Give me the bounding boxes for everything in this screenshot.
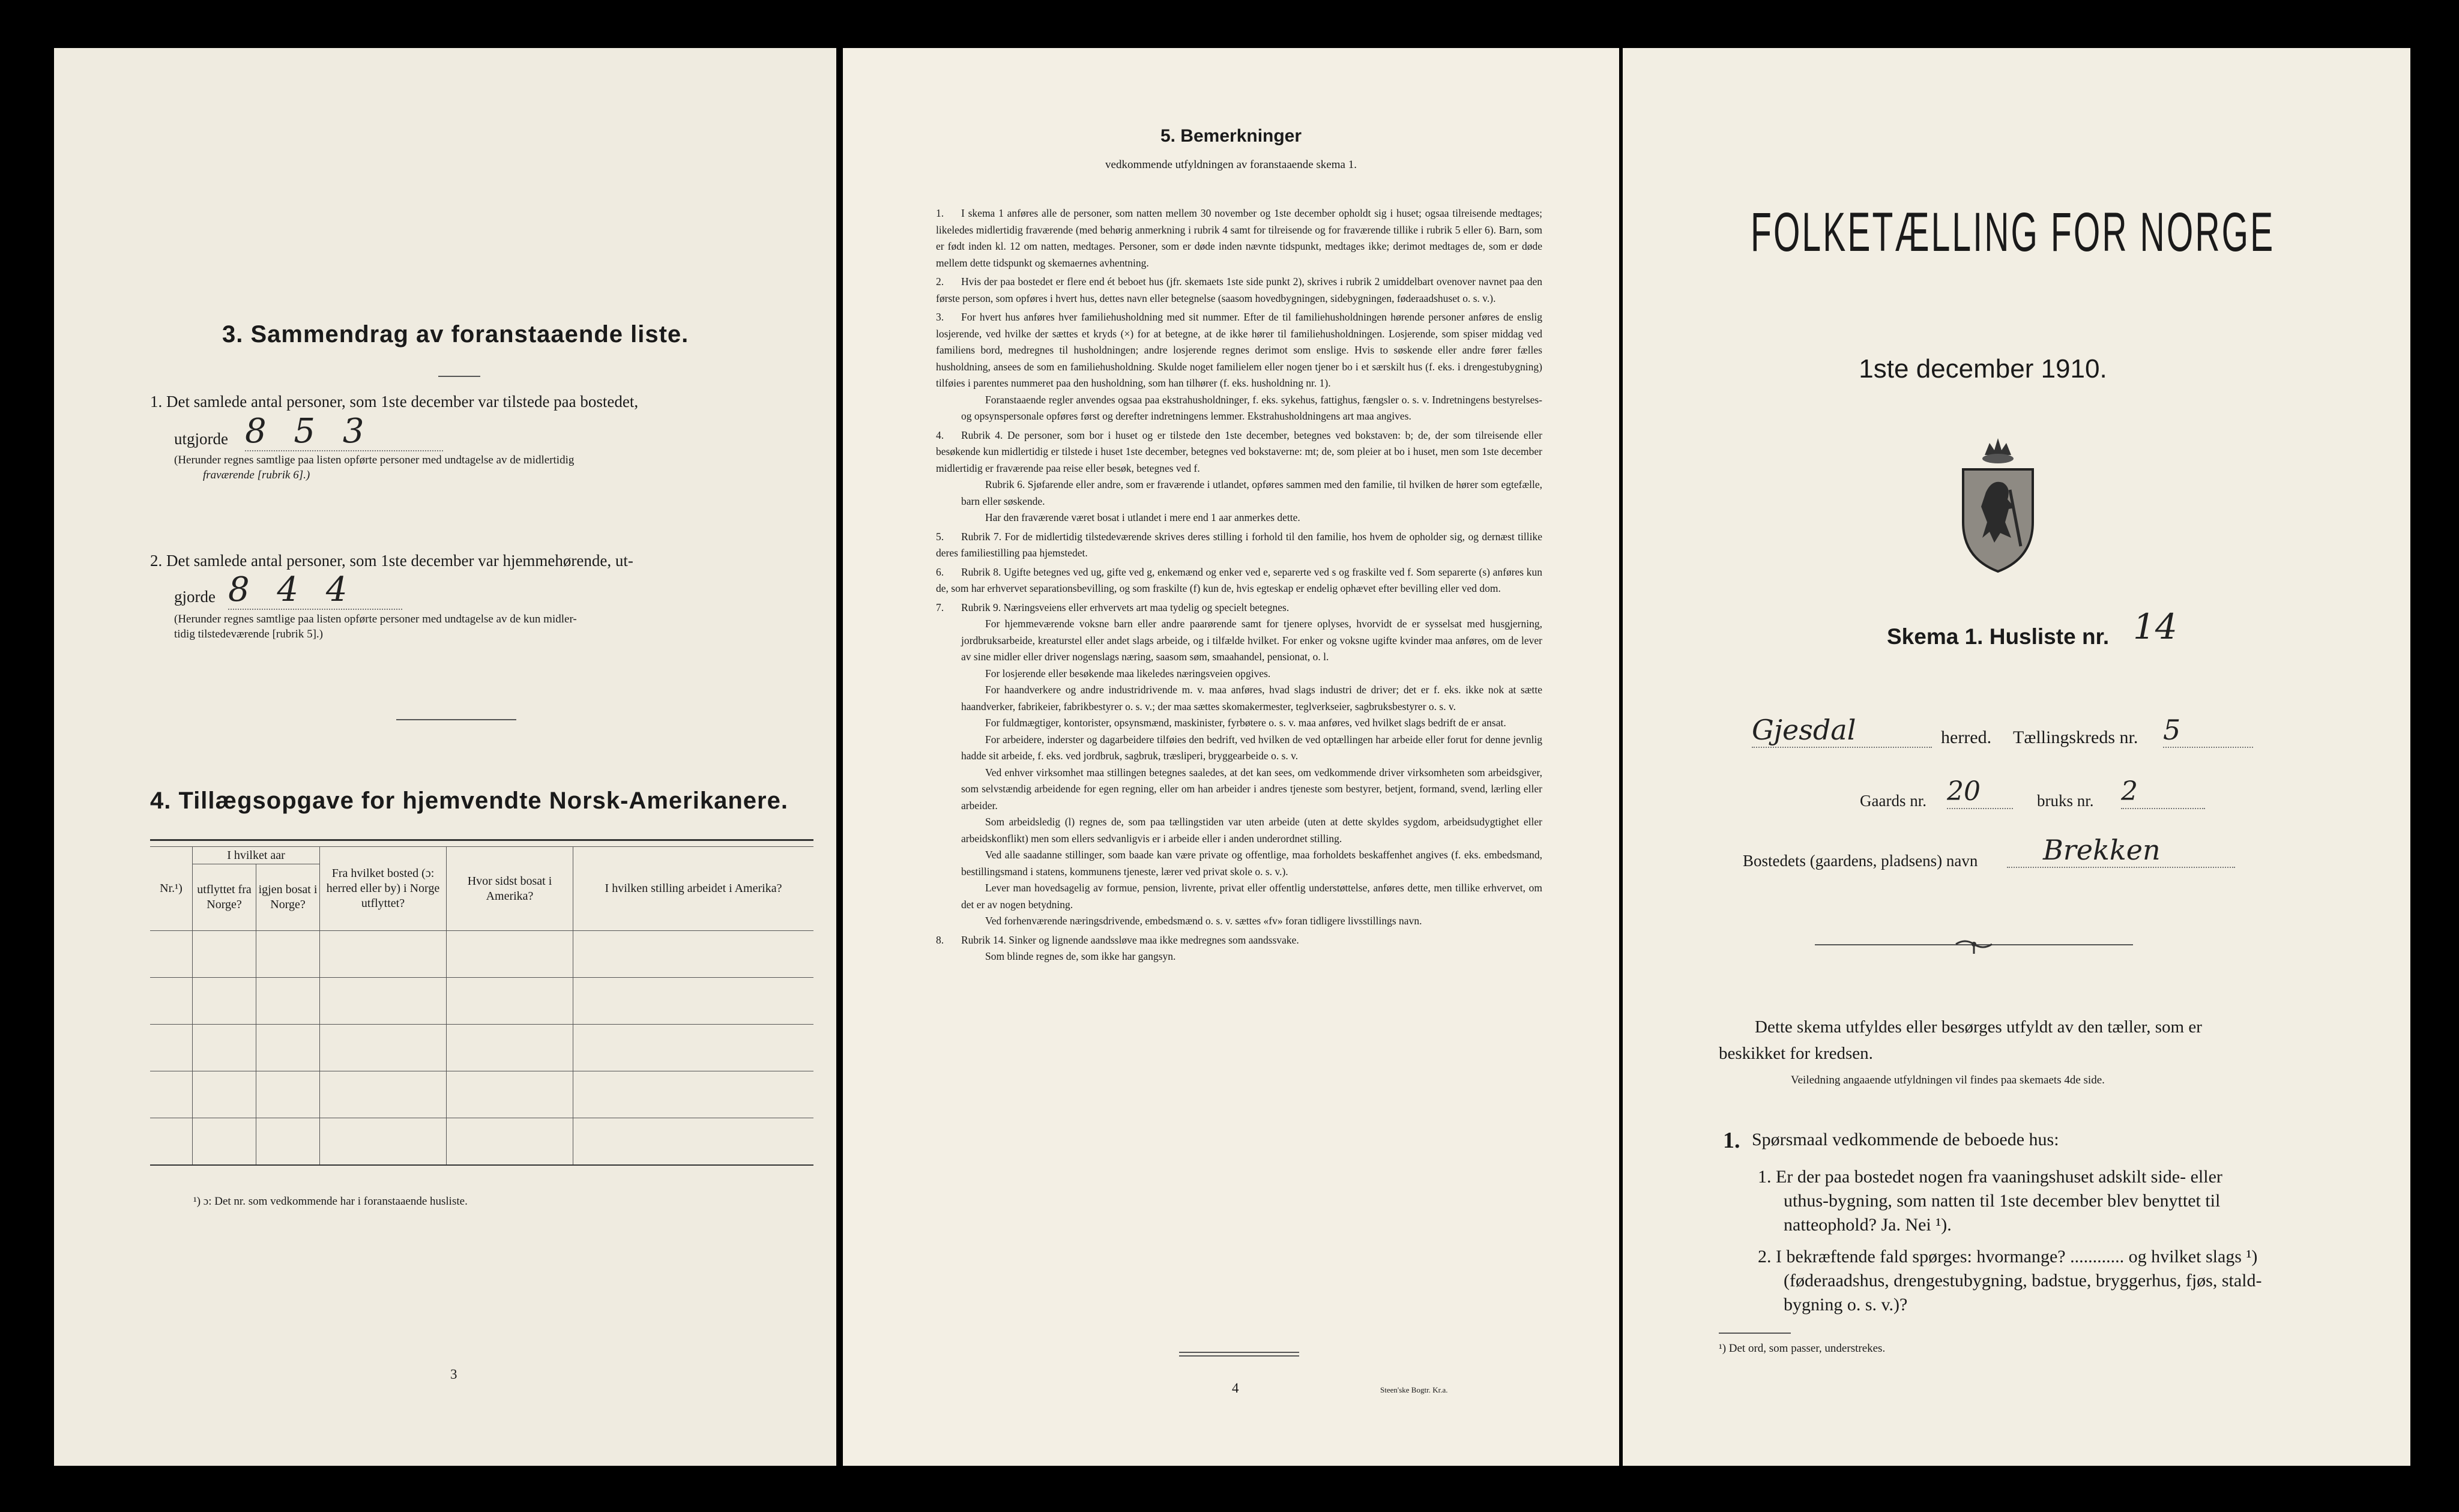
- gaards-value: 20: [1947, 776, 2013, 809]
- intro-text-a: Dette skema utfyldes eller besørges utfyldt av den tæller, som er: [1755, 1017, 2202, 1037]
- page-4: [843, 48, 1619, 1466]
- item1-note-b: fraværende [rubrik 6].): [203, 469, 310, 481]
- remark-7c: For losjerende eller besøkende maa likeledes næringsveien opgives.: [985, 667, 1271, 679]
- item2-label: gjorde: [174, 588, 216, 606]
- remark-5: 5. Rubrik 7. For de midlertidig tilstedeværende skrives deres stilling i forhold til den familie, hos hvem de opholder sig, og dernæst tillike deres familiestilling paa hjemstedet.: [936, 530, 1542, 559]
- item2-note-b: tidig tilstedeværende [rubrik 5].): [174, 628, 323, 640]
- divider: [438, 376, 480, 377]
- remark-1: 1. I skema 1 anføres alle de personer, som natten mellem 30 november og 1ste december opholdt sig i huset; ogsaa tilreisende medtages; likeledes midlertidig fraværende (med behørig anmerkning i rubrik 4 samt for tilreisende og for fraværende tillike i rubrik 5 eller 6). Barn, som er født inden kl. 12 om natten, medtages. Personer, som er døde inden nævnte tidspunkt, medtages ikke; derimot medtages de, som er døde mellem dette tidspunkt og skemaernes avhentning.: [936, 207, 1542, 269]
- table-row: [150, 978, 813, 1025]
- norsk-amerikanere-table: [150, 846, 813, 1166]
- remark-7g: Ved enhver virksomhet maa stillingen betegnes saaledes, at det kan sees, om vedkommende driver virksomheten som arbeidsgiver, som selvstændig arbeidende for egen regning, eller om han arbeider i andres tjeneste som bestyrer, betjent, formand, svend, lærling eller arbeider.: [961, 766, 1542, 812]
- bruks-label: bruks nr.: [2037, 792, 2094, 810]
- printer-mark: Steen'ske Bogtr. Kr.a.: [1380, 1385, 1448, 1394]
- remark-7h: Som arbeidsledig (l) regnes de, som paa tællingstiden var uten arbeide (uten at dette skyldes sygdom, arbeidsudygtighet eller arbeidskonflikt) men som ellers sedvanligvis er i arbeide eller i anden underordnet stilling.: [961, 816, 1542, 845]
- col-igjen-bosat: igjen bosat i Norge?: [256, 864, 320, 931]
- remark-4: 4. Rubrik 4. De personer, som bor i huset og er tilstede den 1ste december, betegnes ved bokstaven: b; de, der som tilreisende eller besøkende kun midlertidig er tilstede i huset 1ste december, betegnes ved bokstaverne: mt; de, som pleier at bo i huset, men som 1ste december midlertidig er fraværende paa reise eller besøk, betegnes ved f.: [936, 429, 1542, 474]
- intro-note: Veiledning angaaende utfyldningen vil findes paa skemaets 4de side.: [1791, 1074, 2105, 1086]
- coat-of-arms-icon: [1956, 432, 2040, 576]
- kreds-label: Tællingskreds nr.: [2013, 727, 2138, 747]
- remark-8: 8. Rubrik 14. Sinker og lignende aandssløve maa ikke medregnes som aandssvake.: [936, 933, 1299, 946]
- question-2-b: (føderaadshus, drengestubygning, badstue, bryggerhus, fjøs, stald-: [1784, 1271, 2262, 1291]
- item1-text: 1. Det samlede antal personer, som 1ste december var tilstede paa bostedet,: [150, 393, 639, 411]
- remark-2: 2. Hvis der paa bostedet er flere end ét beboet hus (jfr. skemaets 1ste side punkt 2), skrives i rubrik 2 umiddelbart ovenover navnet paa den første person, som opføres i hvert hus, dettes navn eller betegnelse (saasom hovedbygningen, sidebygningen, føderaadshuset o. s. v.).: [936, 276, 1542, 304]
- husliste-nr: 14: [2133, 606, 2177, 647]
- bruks-value: 2: [2121, 776, 2205, 809]
- divider: [1179, 1355, 1299, 1357]
- question-section-number: 1.: [1723, 1128, 1740, 1153]
- gaards-label: Gaards nr.: [1860, 792, 1926, 810]
- col-utflyttet: utflyttet fra Norge?: [193, 864, 256, 931]
- question-1-b: uthus-bygning, som natten til 1ste december blev benyttet til: [1784, 1191, 2221, 1211]
- remark-7: 7. Rubrik 9. Næringsveiens eller erhvervets art maa tydelig og specielt betegnes.: [936, 601, 1290, 613]
- form-title: FOLKETÆLLING FOR NORGE: [1751, 202, 2275, 263]
- table-row: [150, 1071, 813, 1118]
- remarks-subtitle: vedkommende utfyldningen av foranstaaende skema 1.: [1105, 158, 1357, 171]
- remark-4b: Rubrik 6. Sjøfarende eller andre, som er fraværende i utlandet, opføres sammen med den familie, til hvilken de hører som egtefælle, barn eller søskende.: [961, 478, 1542, 507]
- remark-7f: For arbeidere, inderster og dagarbeidere tilføies den bedrift, ved hvilken de ved optællingen har arbeide eller forut for denne jevnlig hadde sit arbeide, f. eks. ved jordbruk, sagbruk, træsliperi, bryggearbeide o. s. v.: [961, 733, 1542, 762]
- remark-7e: For fuldmægtiger, kontorister, opsynsmænd, maskinister, fyrbøtere o. s. v. maa anføres, ved hvilket slags bedrift de er ansat.: [985, 717, 1506, 729]
- page-3: [54, 48, 836, 1466]
- col-stilling: I hvilken stilling arbeidet i Amerika?: [573, 847, 814, 931]
- herred-value: Gjesdal: [1752, 713, 1932, 748]
- remark-3: 3. For hvert hus anføres hver familiehusholdning med sit nummer. Efter de til familiehusholdningen hørende personer anføres de enslig losjerende, ved hvilke der sættes et kryds (×) for at betegne, at de ikke hører til familiehusholdningen. Losjerende, som spiser middag ved familiens bord, medregnes til husholdningen; andre losjerende regnes derimot som enslige. Hvis to søskende eller andre fører fælles husholdning, ansees de som en familiehusholdning. Skulde noget familielem eller nogen tjener bo i et særskilt hus (f. eks. i drengestubygning) tilføies i parentes nummeret paa den husholdning, som han tilhører (f. eks. husholdning nr. 1).: [936, 311, 1542, 389]
- question-2-c: bygning o. s. v.)?: [1784, 1295, 1908, 1315]
- question-1-c: natteophold? Ja. Nei ¹).: [1784, 1215, 1952, 1235]
- page-number: 4: [1232, 1381, 1239, 1396]
- page-1: [1623, 48, 2410, 1466]
- kreds-value: 5: [2163, 713, 2253, 748]
- col-i-hvilket-aar: I hvilket aar: [193, 847, 320, 864]
- question-2-a: 2. I bekræftende fald spørges: hvormange? ............ og hvilket slags ¹): [1758, 1247, 2258, 1267]
- bosted-value: Brekken: [2007, 833, 2235, 868]
- col-hvor-sidst-bosat: Hvor sidst bosat i Amerika?: [447, 847, 573, 931]
- section3-title: 3. Sammendrag av foranstaaende liste.: [222, 321, 689, 348]
- col-fra-hvilket-bosted: Fra hvilket bosted (ɔ: herred eller by) i Norge utflyttet?: [320, 847, 447, 931]
- herred-label: herred.: [1941, 727, 1992, 747]
- skema-label: Skema 1. Husliste nr.: [1887, 624, 2110, 649]
- remark-8b: Som blinde regnes de, som ikke har gangsyn.: [985, 950, 1176, 962]
- remark-7k: Ved forhenværende næringsdrivende, embedsmænd o. s. v. sættes «fv» foran tidligere livsstillings navn.: [985, 915, 1422, 927]
- item2-value: 8 4 4: [228, 571, 402, 610]
- table-footnote: ¹) ɔ: Det nr. som vedkommende har i foranstaaende husliste.: [193, 1195, 468, 1208]
- table-row: [150, 1025, 813, 1071]
- table-top-rule: [150, 839, 813, 841]
- divider: [1719, 1333, 1791, 1334]
- page-number: 3: [450, 1367, 457, 1382]
- remarks-body: [936, 205, 1542, 965]
- item2-note-a: (Herunder regnes samtlige paa listen opførte personer med undtagelse av de kun midler-: [174, 613, 577, 625]
- remark-7d: For haandverkere og andre industridrivende m. v. maa anføres, hvad slags industri de driver; det er f. eks. ikke nok at sætte haandverker, fabrikeier, fabrikbestyrer o. s. v.; der maa sættes skomakermester, teglverkseier, sagbruksbestyrer o. s. v.: [961, 684, 1542, 712]
- bosted-label: Bostedets (gaardens, pladsens) navn: [1743, 852, 1978, 870]
- remark-7i: Ved alle saadanne stillinger, som baade kan være private og offentlige, maa forholdets beskaffenhet angives (f. eks. embedsmand, bestillingsmand i statens, kommunens tjeneste, lærer ved privat skole o. s. v.).: [961, 849, 1542, 878]
- item1-value: 8 5 3: [245, 413, 443, 451]
- question-1-a: 1. Er der paa bostedet nogen fra vaaningshuset adskilt side- eller: [1758, 1167, 2222, 1187]
- item1-note-a: (Herunder regnes samtlige paa listen opførte personer med undtagelse av de midlertidig: [174, 454, 575, 466]
- col-nr: Nr.¹): [150, 847, 193, 931]
- section4-title: 4. Tillægsopgave for hjemvendte Norsk-Amerikanere.: [150, 788, 788, 814]
- remark-7j: Lever man hovedsagelig av formue, pension, livrente, privat eller offentlig understøttelse, anføres dette, men tillike erhvervet, om det er av nogen betydning.: [961, 882, 1542, 911]
- remark-3b: Foranstaaende regler anvendes ogsaa paa ekstrahusholdninger, f. eks. sykehus, fattighus, fængsler o. s. v. Indretningens bestyrelses- og opsynspersonale opføres først og derefter indretningens lemmer. Ekstrahusholdningens art maa angives.: [961, 393, 1542, 422]
- remark-4c: Har den fraværende været bosat i utlandet i mere end 1 aar anmerkes dette.: [985, 511, 1300, 523]
- footnote: ¹) Det ord, som passer, understrekes.: [1719, 1342, 1886, 1355]
- census-date: 1ste december 1910.: [1859, 354, 2107, 384]
- remarks-title: 5. Bemerkninger: [1160, 126, 1302, 146]
- divider: [396, 719, 516, 720]
- item2-text: 2. Det samlede antal personer, som 1ste december var hjemmehørende, ut-: [150, 552, 633, 570]
- ornament-icon: [1950, 933, 1998, 957]
- question-heading: Spørsmaal vedkommende de beboede hus:: [1752, 1130, 2059, 1149]
- remark-6: 6. Rubrik 8. Ugifte betegnes ved ug, gifte ved g, enkemænd og enker ved e, separerte ved s og fraskilte ved f. Som separerte (s) anføres kun de, som har erhvervet separationsbevilling, og som fraskilte (f) kun de, hvis egteskap er endelig ophævet efter bevilling eller ved dom.: [936, 565, 1542, 594]
- item1-label: utgjorde: [174, 430, 228, 448]
- intro-text-b: beskikket for kredsen.: [1719, 1044, 1873, 1063]
- divider: [1179, 1352, 1299, 1353]
- table-row: [150, 931, 813, 978]
- table-row: [150, 1118, 813, 1166]
- remark-7b: For hjemmeværende voksne barn eller andre paarørende samt for tjenere oplyses, hvorvidt de er sysselsat med husgjerning, jordbruksarbeide, kreaturstel eller andet slags arbeide, og i tilfælde hvilket. For enker og voksne ugifte kvinder maa anføres, om de lever av sine midler eller driver nogenslags næring, saasom søm, smaahandel, pensionat, o. l.: [961, 618, 1542, 663]
